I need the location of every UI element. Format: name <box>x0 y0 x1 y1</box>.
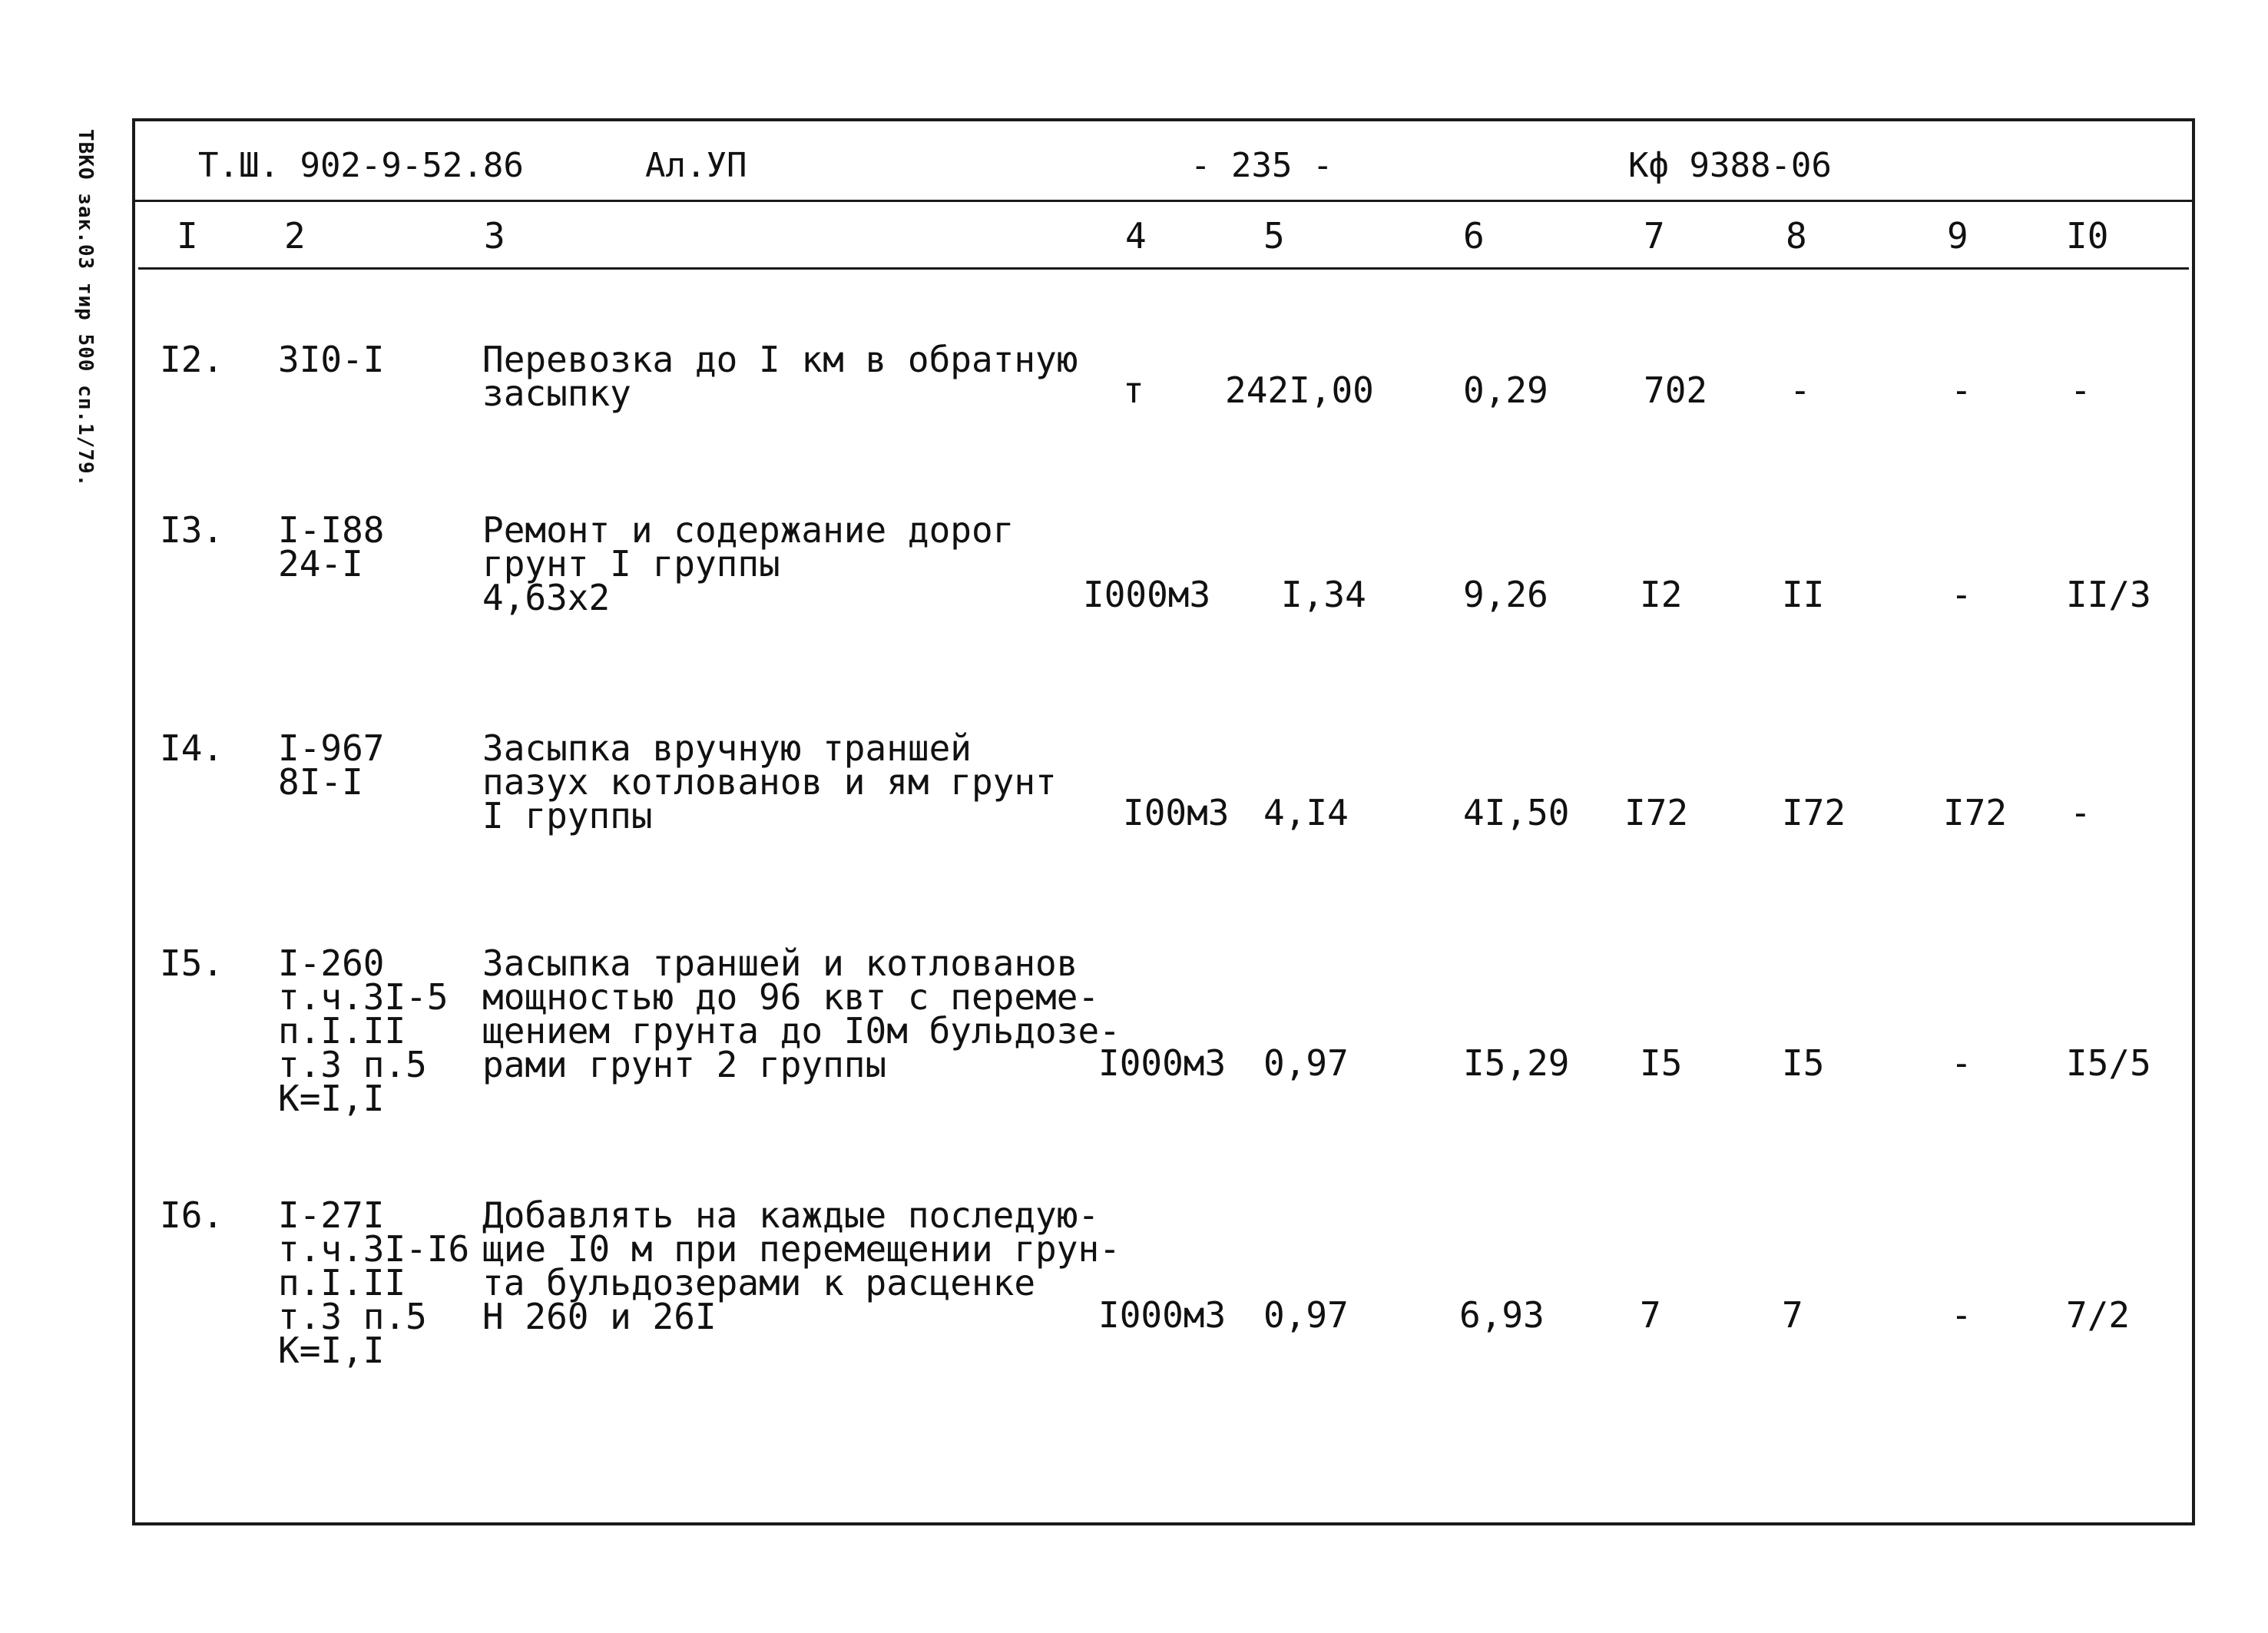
col-10-value: - <box>2070 792 2091 833</box>
column-number: 2 <box>284 215 306 257</box>
quantity: 242I,00 <box>1225 369 1374 411</box>
unit: I000м3 <box>1083 574 1211 615</box>
col-7-value: 702 <box>1644 369 1708 411</box>
col-6-value: 9,26 <box>1463 574 1548 615</box>
col-9-value: - <box>1951 1294 1972 1336</box>
col-10-value: 7/2 <box>2066 1294 2131 1336</box>
column-number: 4 <box>1125 215 1147 257</box>
unit: I000м3 <box>1098 1294 1227 1336</box>
col-6-value: 0,29 <box>1463 369 1548 411</box>
column-number: 9 <box>1947 215 1968 257</box>
col-10-value: I5/5 <box>2066 1042 2151 1084</box>
quantity: 0,97 <box>1263 1042 1349 1084</box>
work-description: Добавлять на каждые последую- щие I0 м при перемещении грун- та бульдозерами к расценке Н 260 и 26I <box>482 1194 1121 1337</box>
unit: I000м3 <box>1098 1042 1227 1084</box>
col-8-value: - <box>1790 369 1811 411</box>
quantity: 4,I4 <box>1263 792 1349 833</box>
quantity: 0,97 <box>1263 1294 1349 1336</box>
rate-code: I-967 8I-I <box>278 727 385 803</box>
row-number: I6. <box>160 1194 224 1236</box>
work-description: Ремонт и содержание дорог грунт I группы 4,63х2 <box>482 509 1015 618</box>
column-number: 7 <box>1644 215 1665 257</box>
column-number: 5 <box>1263 215 1285 257</box>
header-divider <box>132 200 2195 202</box>
row-number: I4. <box>160 727 224 769</box>
col-6-value: 4I,50 <box>1463 792 1570 833</box>
col-7-value: I72 <box>1624 792 1689 833</box>
side-stamp: ТВКО зак.03 тир 500 сп.1/79. <box>74 129 97 488</box>
rate-code: I-27I т.ч.3I-I6 п.I.II т.3 п.5 К=I,I <box>278 1194 470 1371</box>
col-6-value: I5,29 <box>1463 1042 1570 1084</box>
col-6-value: 6,93 <box>1459 1294 1545 1336</box>
unit: т <box>1123 369 1144 411</box>
col-7-value: I5 <box>1640 1042 1683 1084</box>
column-number: 8 <box>1786 215 1807 257</box>
col-8-value: 7 <box>1782 1294 1803 1336</box>
column-number-divider <box>138 267 2189 270</box>
col-9-value: - <box>1951 369 1972 411</box>
album-label: Ал.УП <box>645 146 747 185</box>
doc-code: Т.Ш. 902-9-52.86 <box>198 146 524 185</box>
column-number: I0 <box>2066 215 2109 257</box>
work-description: Перевозка до I км в обратную засыпку <box>482 339 1078 414</box>
row-number: I2. <box>160 339 224 380</box>
rate-code: 3I0-I <box>278 339 385 380</box>
col-8-value: II <box>1782 574 1825 615</box>
col-9-value: - <box>1951 574 1972 615</box>
col-9-value: - <box>1951 1042 1972 1084</box>
quantity: I,34 <box>1281 574 1366 615</box>
rate-code: I-260 т.ч.3I-5 п.I.II т.3 п.5 К=I,I <box>278 942 449 1119</box>
row-number: I5. <box>160 942 224 984</box>
col-9-value: I72 <box>1943 792 2008 833</box>
col-7-value: I2 <box>1640 574 1683 615</box>
col-10-value: - <box>2070 369 2091 411</box>
col-8-value: I72 <box>1782 792 1846 833</box>
column-number: 6 <box>1463 215 1485 257</box>
rate-code: I-I88 24-I <box>278 509 385 585</box>
page-number: - 235 - <box>1190 146 1333 185</box>
unit: I00м3 <box>1123 792 1230 833</box>
col-10-value: II/3 <box>2066 574 2151 615</box>
row-number: I3. <box>160 509 224 551</box>
work-description: Засыпка вручную траншей пазух котлованов и ям грунт I группы <box>482 727 1057 836</box>
column-number: I <box>177 215 198 257</box>
col-7-value: 7 <box>1640 1294 1661 1336</box>
col-8-value: I5 <box>1782 1042 1825 1084</box>
document-code: Кф 9388-06 <box>1628 146 1832 185</box>
work-description: Засыпка траншей и котлованов мощностью до 96 квт с переме- щением грунта до I0м бульдозе- рами грунт 2 группы <box>482 942 1121 1085</box>
column-number: 3 <box>484 215 505 257</box>
